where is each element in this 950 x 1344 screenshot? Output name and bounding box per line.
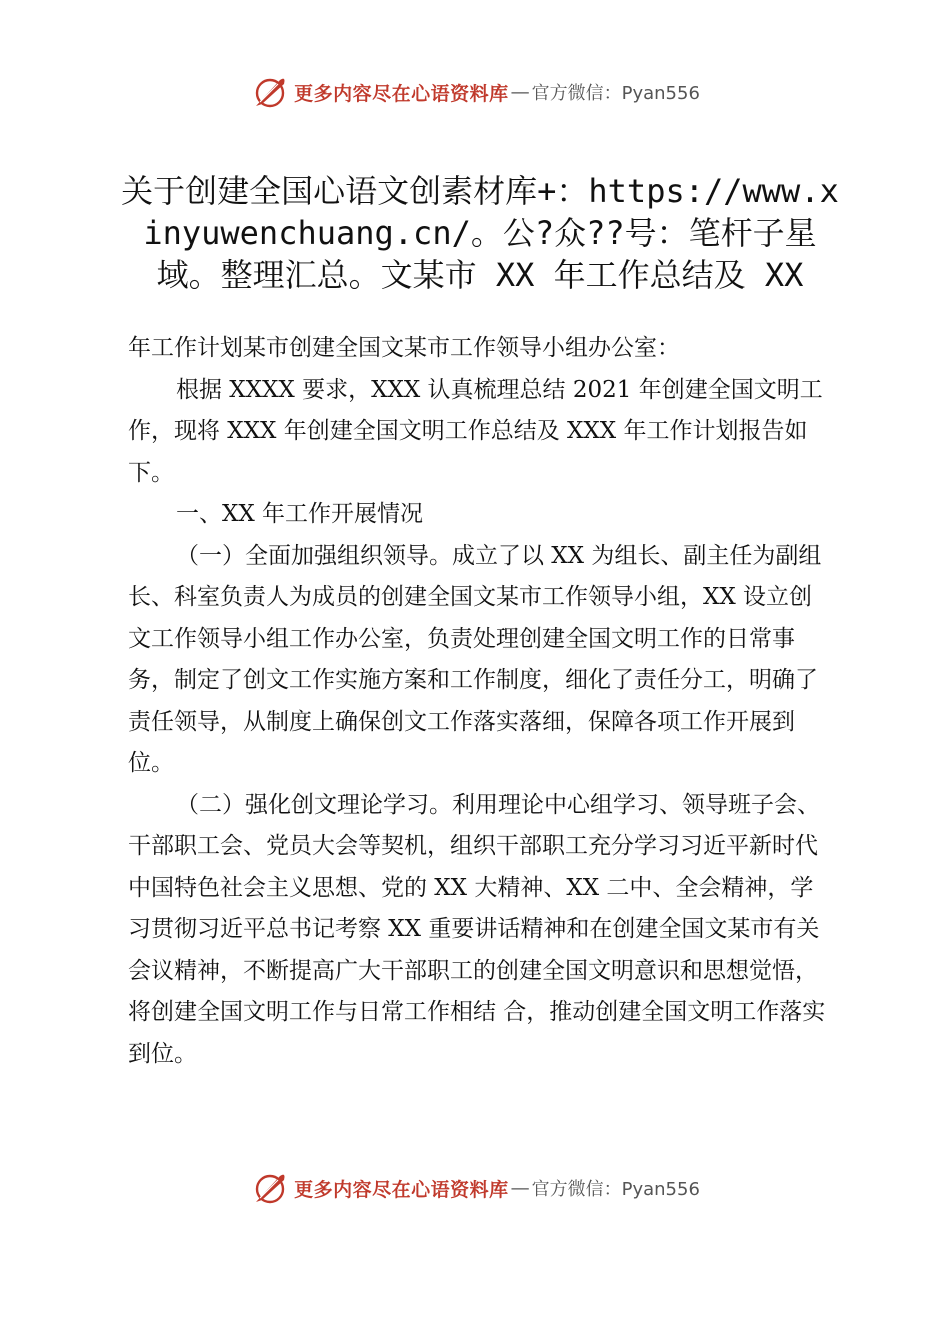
document-title: 关于创建全国心语文创素材库+：https://www.xinyuwenchuang.cn/。公?众??号：笔杆子星域。整理汇总。文某市 XX 年工作总结及 XX <box>121 172 839 294</box>
footer-watermark <box>0 1168 950 1208</box>
section-heading: 一、XX 年工作开展情况 <box>176 501 424 527</box>
header-watermark <box>0 72 950 112</box>
document-body <box>128 328 834 1075</box>
watermark-dash: — <box>510 1177 530 1199</box>
watermark-wechat-text: 官方微信：Pyan556 <box>531 1179 700 1200</box>
body-paragraph: （二）强化创文理论学习。利用理论中心组学习、领导班子会、干部职工会、党员大会等契机，组织干部职工充分学习习近平新时代中国特色社会主义思想、党的 XX 大精神、XX 二中、全会精神，学习贯彻习近平总书记考察 XX 重要讲话精神和在创建全国文某市有关会议精神，不断提高广大干部职工的创建全国文明意识和思想觉悟，将创建全国文明工作与日常工作相结 合，推动创建全国文明工作落实到位。 <box>128 791 826 1067</box>
watermark-dash: — <box>510 81 530 103</box>
watermark-site-text: 更多内容尽在心语资料库 <box>294 1178 509 1201</box>
watermark-wechat-text: 官方微信：Pyan556 <box>531 83 700 104</box>
recipient-line: 年工作计划某市创建全国文某市工作领导小组办公室： <box>128 335 680 361</box>
quill-logo-icon <box>250 72 290 112</box>
watermark-site-text: 更多内容尽在心语资料库 <box>294 82 509 105</box>
body-paragraph: （一）全面加强组织领导。成立了以 XX 为组长、副主任为副组长、科室负责人为成员的创建全国文某市工作领导小组，XX 设立创文工作领导小组工作办公室，负责处理创建全国文明工作的日常事务，制定了创文工作实施方案和工作制度，细化了责任分工，明确了责任领导，从制度上确保创文工作落实落细，保障各项工作开展到位。 <box>128 542 822 776</box>
intro-paragraph: 根据 XXXX 要求，XXX 认真梳理总结 2021 年创建全国文明工作，现将 XXX 年创建全国文明工作总结及 XXX 年工作计划报告如下。 <box>128 376 823 486</box>
quill-logo-icon <box>250 1168 290 1208</box>
